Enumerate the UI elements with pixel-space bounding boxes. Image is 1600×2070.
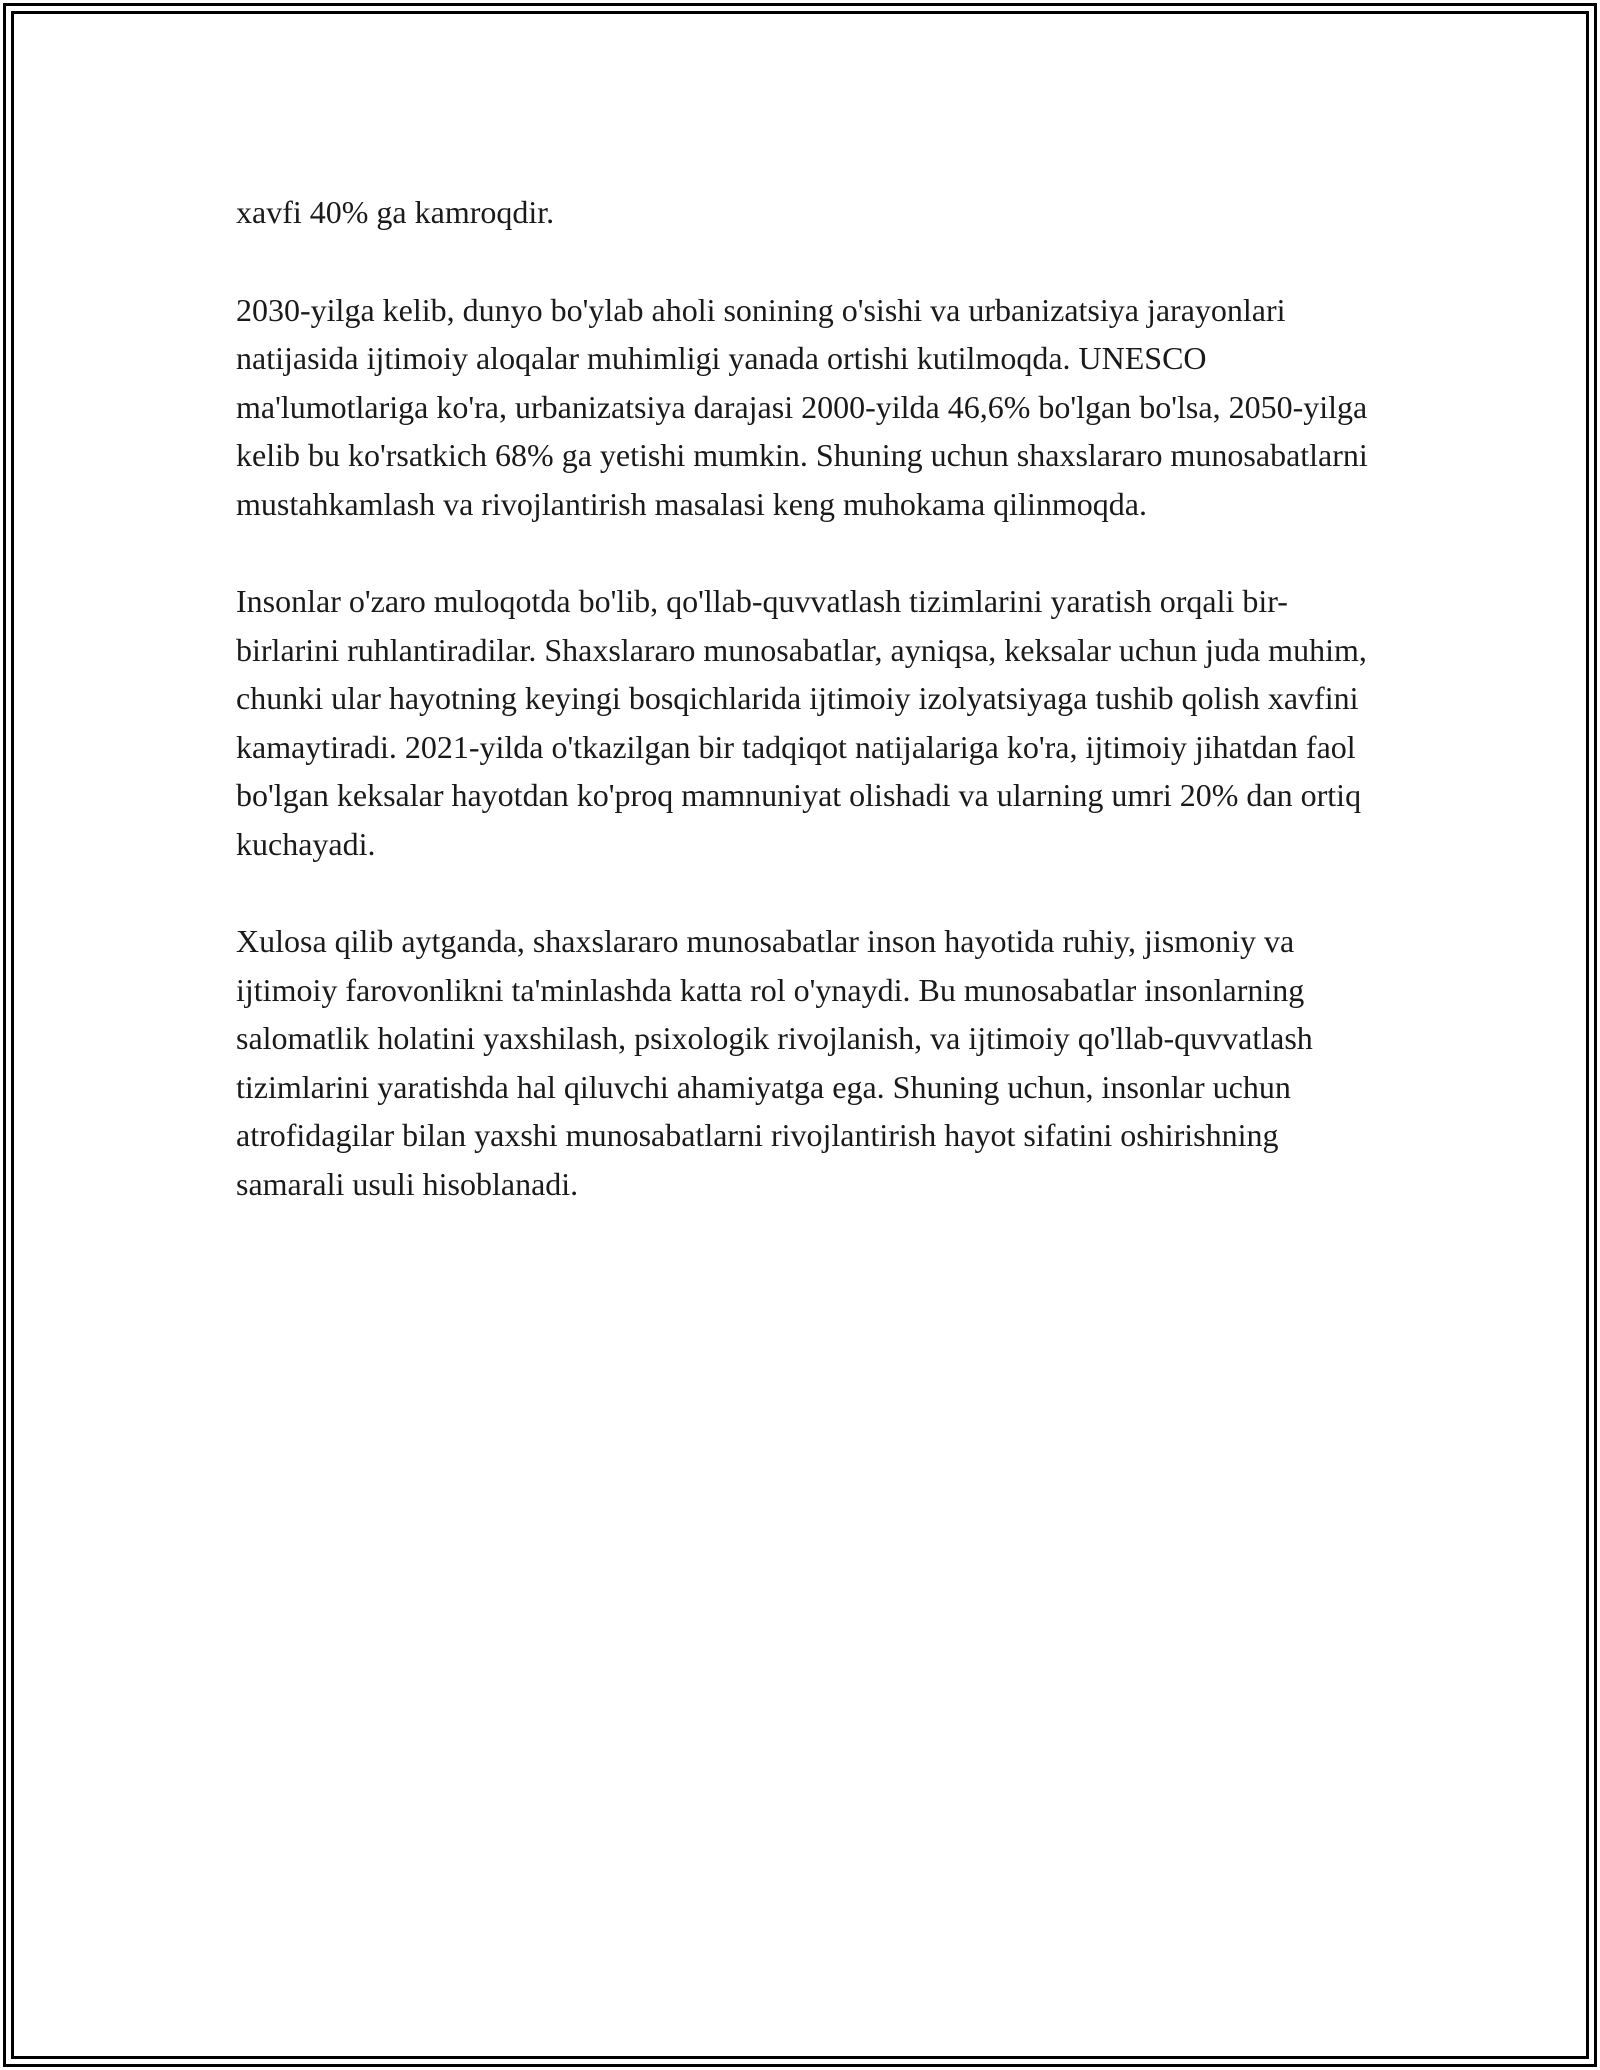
paragraph-conclusion: Xulosa qilib aytganda, shaxslararo munosabatlar inson hayotida ruhiy, jismoniy va ijtimoiy farovonlikni ta'minlashda katta rol o'ynaydi. Bu munosabatlar insonlarning salomatlik holatini yaxshilash, psixologik rivojlanish, va ijtimoiy qo'llab-quvvatlash tizimlarini yaratishda hal qiluvchi ahamiyatga ega. Shuning uchun, insonlar uchun atrofidagilar bilan yaxshi munosabatlarni rivojlantirish hayot sifatini oshirishning samarali usuli hisoblanadi. [236, 923, 1313, 1202]
paragraph-social-support: Insonlar o'zaro muloqotda bo'lib, qo'llab-quvvatlash tizimlarini yaratish orqali bir-birlarini ruhlantiradilar. Shaxslararo munosabatlar, ayniqsa, keksalar uchun juda muhim, chunki ular hayotning keyingi bosqichlarida ijtimoiy izolyatsiyaga tushib qolish xavfini kamaytiradi. 2021-yilda o'tkazilgan bir tadqiqot natijalariga ko'ra, ijtimoiy jihatdan faol bo'lgan keksalar hayotdan ko'proq mamnuniyat olishadi va ularning umri 20% dan ortiq kuchayadi. [236, 583, 1367, 862]
paragraph-urbanization: 2030-yilga kelib, dunyo bo'ylab aholi sonining o'sishi va urbanizatsiya jarayonlari natijasida ijtimoiy aloqalar muhimligi yanada ortishi kutilmoqda. UNESCO ma'lumotlariga ko'ra, urbanizatsiya darajasi 2000-yilda 46,6% bo'lgan bo'lsa, 2050-yilga kelib bu ko'rsatkich 68% ga yetishi mumkin. Shuning uchun shaxslararo munosabatlarni mustahkamlash va rivojlantirish masalasi keng muhokama qilinmoqda. [236, 291, 1368, 522]
document-body [236, 188, 1376, 1257]
paragraph-continuation: xavfi 40% ga kamroqdir. [236, 194, 555, 230]
